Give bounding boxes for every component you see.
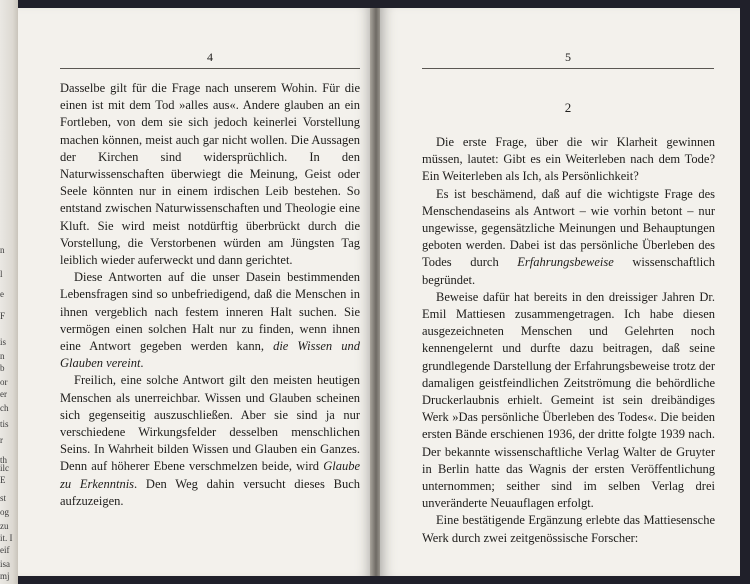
paragraph-text: Die erste Frage, über die wir Klarheit gewinnen müssen, lautet: Gibt es ein Weiterleben nach dem Tode? Ein Weiterleben als Ich, als Persönlichkeit? — [422, 135, 715, 184]
edge-text-fragment: ch — [0, 403, 9, 413]
edge-text-fragment: e — [0, 289, 4, 299]
paragraph-text: Freilich, eine solche Antwort gilt den meisten heutigen Menschen als unerreichbar. Wissen und Glauben scheinen sich gegenseitig auszuschließen. Aber sie sind ja nur verschiedene Wirkungsfelder desselben menschlichen Seins. In Wahrheit bilden Wissen und Glauben ein Ganzes. Denn auf höherer Ebene verschmelzen beide, wird — [60, 373, 360, 474]
paragraph-text: wissenschaftlich begründet. — [422, 255, 715, 287]
right_page-paragraph — [422, 289, 715, 513]
italic-emphasis: Glaube zu Erkenntnis — [60, 459, 360, 491]
left-page — [18, 8, 372, 576]
edge-text-fragment: eif — [0, 545, 10, 555]
edge-text-fragment: zu — [0, 521, 9, 531]
paragraph-text: . — [140, 356, 144, 371]
edge-text-fragment: th — [0, 455, 8, 465]
paragraph-text: . Den Weg dahin versucht dieses Buch aufzuzeigen. — [60, 476, 360, 508]
edge-text-fragment: l — [0, 269, 3, 279]
right-page-header — [422, 46, 714, 69]
left-page-body — [60, 80, 360, 510]
edge-text-fragment: er — [0, 389, 7, 399]
edge-text-fragment: n — [0, 245, 5, 255]
left_page-paragraph — [60, 372, 360, 510]
edge-text-fragment: og — [0, 507, 9, 517]
paragraph-text: Dasselbe gilt für die Frage nach unserem Wohin. Für die einen ist mit dem Tod »alles aus«. Andere glauben an ein Fortleben, von dem sie sich jedoch keinerlei Vorstellung machen können, meist auch gar nicht wollen. Die Aussagen der Kirchen sind widersprüchlich. In den Naturwissenschaften überwiegt die Meinung, Geist oder Seele könnten nur in einem irdischen Leib bestehen. So entstand zwischen Naturwissenschaften und Theologie eine Kluft. Sie wird meist notdürftig überbrückt durch die Vorstellung, die Verstorbenen würden am Jüngsten Tag leiblich wieder auferweckt und dann gerichtet. — [60, 81, 360, 268]
edge-text-fragment: is — [0, 337, 7, 347]
edge-text-fragment: or — [0, 377, 8, 387]
left_page-paragraph — [60, 269, 360, 372]
edge-text-fragment: r — [0, 435, 3, 445]
right-page-number: 5 — [565, 50, 571, 64]
right_page-paragraph — [422, 512, 715, 546]
edge-text-fragment: n — [0, 351, 5, 361]
edge-text-fragment: tis — [0, 419, 9, 429]
right-page — [380, 8, 740, 576]
left_page-paragraph — [60, 80, 360, 269]
right_page-paragraph — [422, 186, 715, 289]
paragraph-text: Eine bestätigende Ergänzung erlebte das Mattiesensche Werk durch zwei zeitgenössische Forscher: — [422, 513, 715, 545]
right_page-paragraph — [422, 134, 715, 186]
paragraph-text: Beweise dafür hat bereits in den dreissiger Jahren Dr. Emil Mattiesen zusammengetragen. Ich habe diesen ausgezeichneten Menschen und Gelehrten noch kennengelernt und durfte dazu beitragen, daß seine grundlegende Darstellung der Erfahrungsbeweise trotz der damaligen geistfeindlichen Zeitströmung die behördliche Druckerlaubnis erhielt. Gemeint ist sein dreibändiges Werk »Das persönliche Überleben des Todes«. Die beiden ersten Bände erschienen 1936, der dritte folgte 1939 nach. Der bekannte wissenschaftliche Verlag Walter de Gruyter in Berlin hatte das Wagnis der ersten Veröffentlichung unternommen; seither sind im selben Verlag drei unveränderte Neuauflagen erfolgt. — [422, 289, 715, 511]
left-page-header — [60, 46, 360, 69]
italic-emphasis: die Wissen und Glauben vereint — [60, 339, 360, 371]
edge-text-fragment: st — [0, 493, 7, 503]
paragraph-text: Es ist beschämend, daß auf die wichtigste Frage des Menschendaseins als Antwort – wie vorhin betont – nur ungewisse, gegensätzliche Meinungen und Behauptungen geboten werden. Dabei ist das persönliche Überleben des Todes durch — [422, 186, 715, 270]
edge-text-fragment: it. I — [0, 533, 13, 543]
right-page-body — [422, 134, 715, 547]
edge-text-fragment: isa — [0, 559, 10, 569]
edge-text-fragment: ilc — [0, 463, 9, 473]
left-page-number: 4 — [207, 50, 213, 64]
edge-text-fragment: E — [0, 475, 6, 485]
edge-text-fragment: mj — [0, 571, 10, 581]
italic-emphasis: Erfahrungsbeweise — [517, 255, 614, 270]
edge-text-fragment: F — [0, 311, 6, 321]
paragraph-text: Diese Antworten auf die unser Dasein bestimmenden Lebensfragen sind so unbefriedigend, daß die Menschen in ihnen vergeblich nach festem inneren Halt suchen. Sie vermögen einen solchen Halt nur zu finden, wenn ihnen eine Antwort gegeben werden kann, — [60, 270, 360, 354]
adjacent-page-edge — [0, 0, 18, 584]
edge-text-fragment: b — [0, 363, 5, 373]
chapter-number: 2 — [564, 100, 572, 115]
